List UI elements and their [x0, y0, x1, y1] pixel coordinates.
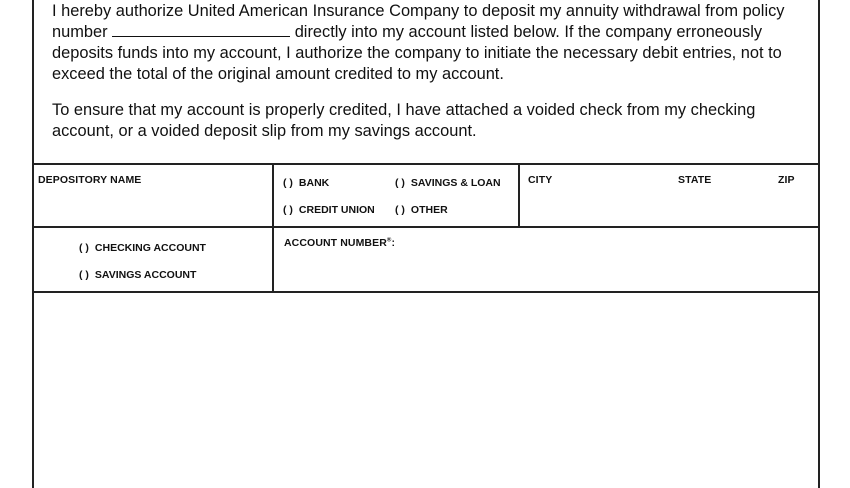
- other-checkbox[interactable]: ( ): [395, 204, 405, 216]
- other-option[interactable]: [395, 204, 448, 216]
- policy-number-blank[interactable]: [112, 24, 290, 37]
- savings-account-checkbox[interactable]: ( ): [79, 269, 89, 281]
- bank-option[interactable]: [283, 177, 329, 189]
- state-label: STATE: [678, 174, 712, 186]
- savings-account-option[interactable]: [79, 269, 196, 281]
- account-number-label-text: ACCOUNT NUMBER: [284, 237, 387, 249]
- checking-account-label: CHECKING ACCOUNT: [94, 242, 206, 254]
- authorization-text-start: I hereby authorize United American Insurance Company to deposit my annuity withdrawal from policy number: [52, 2, 785, 41]
- divider-row1-bottom: [32, 226, 818, 228]
- depository-name-field[interactable]: [34, 190, 270, 224]
- bank-checkbox[interactable]: ( ): [283, 177, 293, 189]
- bank-option-label: BANK: [298, 177, 330, 189]
- account-number-colon: :: [391, 237, 396, 249]
- blank-area: [34, 294, 816, 476]
- divider-row2-bottom: [32, 291, 818, 293]
- credit-union-option[interactable]: [283, 204, 375, 216]
- savings-account-label: SAVINGS ACCOUNT: [94, 269, 197, 281]
- savings-loan-option-label: SAVINGS & LOAN: [410, 177, 501, 189]
- authorization-text-end: directly into my account listed below. If the company erroneously deposits funds into my account, I authorize the company to initiate the necessary debit entries, not to exceed the total of the original amount credited to my account.: [52, 23, 782, 83]
- authorization-paragraph: [52, 1, 812, 85]
- depository-name-label: DEPOSITORY NAME: [38, 174, 142, 186]
- account-number-label: [284, 237, 395, 249]
- savings-loan-checkbox[interactable]: ( ): [395, 177, 405, 189]
- zip-label: ZIP: [778, 174, 795, 186]
- divider-row2-a: [272, 226, 274, 293]
- ensure-paragraph: To ensure that my account is properly credited, I have attached a voided check from my checking account, or a voided deposit slip from my savings account.: [52, 101, 756, 140]
- credit-union-option-label: CREDIT UNION: [298, 204, 375, 216]
- account-number-field[interactable]: [275, 252, 814, 288]
- city-label: CITY: [528, 174, 553, 186]
- credit-union-checkbox[interactable]: ( ): [283, 204, 293, 216]
- account-number-mark: ®: [386, 237, 392, 244]
- divider-top: [32, 163, 818, 165]
- checking-account-option[interactable]: [79, 242, 206, 254]
- savings-loan-option[interactable]: [395, 177, 501, 189]
- divider-row1-a: [272, 163, 274, 228]
- checking-account-checkbox[interactable]: ( ): [79, 242, 89, 254]
- other-option-label: OTHER: [410, 204, 448, 216]
- city-state-zip-field[interactable]: [520, 190, 814, 224]
